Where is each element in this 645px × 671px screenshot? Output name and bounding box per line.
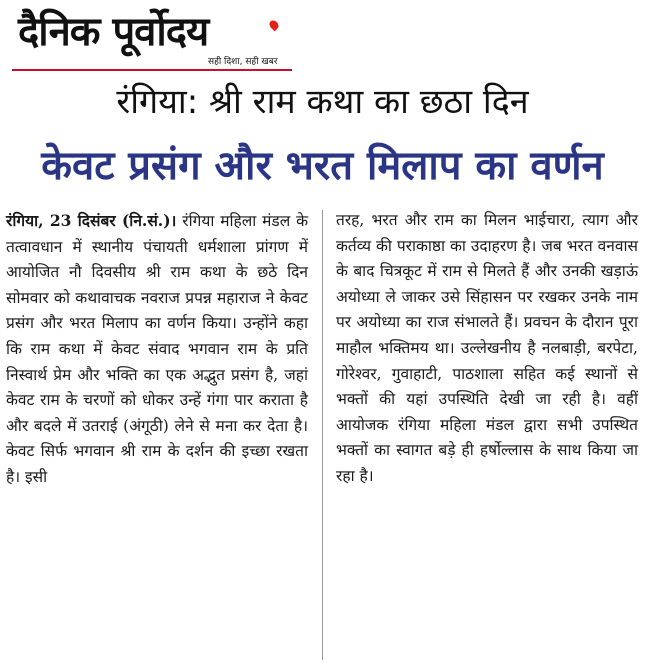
newspaper-tagline: सही दिशा, सही खबर [208,57,278,67]
newspaper-name: दैनिक पूर्वोदय [18,9,209,55]
article-col2-text: तरह, भरत और राम का मिलन भाईचारा, त्याग और कर्तव्य की पराकाष्ठा का उदाहरण है। जब भरत वनवास के बाद चित्रकूट में राम से मिलते हैं और उनकी खड़ाऊं अयोध्या ले जाकर उसे सिंहासन पर रखकर उनके नाम पर अयोध्या का राज संभालते हैं। प्रवचन के दौरान पूरा माहौल भक्तिमय था। उल्लेखनीय है नलबाड़ी, बरपेटा, गोरेश्वर, गुवाहाटी, पाठशाला सहित कई स्थानों से भक्तों की यहां उपस्थिति देखी जा रही है। वहीं आयोजक रंगिया महिला मंडल द्वारा सभी उपस्थित भक्तों का स्वागत बड़े ही हर्षोल्लास के साथ किया जा रहा है। [336,211,638,485]
article-column-2 [336,208,638,490]
headline-main: केवट प्रसंग और भरत मिलाप का वर्णन [41,143,604,189]
article-column-1 [6,208,308,491]
headline-kicker: रंगिया: श्री राम कथा का छठा दिन [116,82,529,122]
column-divider [322,210,323,660]
masthead [8,4,298,70]
masthead-rule [12,69,292,71]
article-col1-text: रंगिया महिला मंडल के तत्वावधान में स्थानीय पंचायती धर्मशाला प्रांगण में आयोजित नौ दिवसीय श्री राम कथा के छठे दिन सोमवार को कथावाचक नवराज प्रपन्न महाराज ने केवट प्रसंग और भरत मिलाप का वर्णन किया। उन्होंने कहा कि राम कथा में केवट संवाद भगवान राम के प्रति निस्वार्थ प्रेम और भक्ति का एक अद्भुत प्रसंग है, जहां केवट राम के चरणों को धोकर उन्हें गंगा पार कराता है और बदले में उतराई (अंगूठी) लेने से मना कर देता है। केवट सिर्फ भगवान श्री राम के दर्शन की इच्छा रखता है। इसी [6,212,308,486]
article-dateline: रंगिया, 23 दिसंबर (नि.सं.)। [6,211,177,230]
masthead-drop-icon [268,19,281,32]
